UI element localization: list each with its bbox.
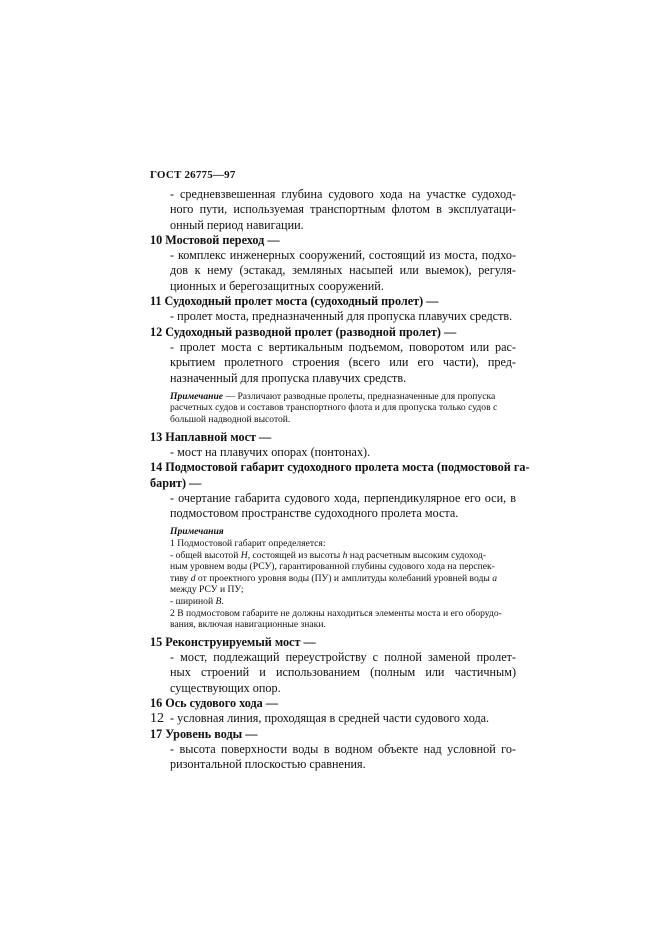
note-line [150, 391, 516, 403]
definition-line: - очертание габарита судового хода, перпендикулярное его оси, в [170, 490, 516, 505]
term-heading-17: 17 Уровень воды — [150, 726, 258, 741]
note-text: — Различают разводные пролеты, предназначенные для пропуска [223, 390, 496, 402]
term-heading-15: 15 Реконструируемый мост — [150, 634, 316, 649]
term-heading-12: 12 Судоходный разводной пролет (разводной пролет) — [150, 324, 457, 339]
term-heading-13: 13 Наплавной мост — [150, 429, 272, 444]
definition-line: крытием пролетного строения (всего или его части), пред- [170, 355, 516, 370]
definition-line: - пролет моста с вертикальным подъемом, поворотом или рас- [170, 339, 516, 354]
notes-label: Примечания [170, 526, 224, 538]
term-heading-10: 10 Мостовой переход — [150, 232, 280, 247]
note-line: расчетных судов и составов транспортного флота и для пропуска только судов с [170, 402, 498, 414]
note-line: 2 В подмостовом габарите не должны находиться элементы моста и его оборудо- [170, 607, 502, 619]
note-line: большой надводной высотой. [170, 414, 291, 426]
definition-line: дов к нему (эстакад, земляных насыпей или выемок), регуля- [170, 263, 516, 278]
term-heading-16: 16 Ось судового хода — [150, 695, 278, 710]
definition-line: онный период навигации. [170, 217, 304, 232]
term-heading-14-cont: барит) — [150, 475, 202, 490]
note-line: ным уровнем воды (РСУ), гарантированной глубины судового хода на перспек- [170, 561, 495, 573]
term-heading-14: 14 Подмостовой габарит судоходного пролета моста (подмостовой га- [150, 460, 530, 475]
note-line: - общей высотой H, состоящей из высоты h над расчетным высоким судоход- [170, 549, 486, 561]
definition-line: - высота поверхности воды в водном объекте над условной го- [170, 741, 516, 756]
definition-line: ризонтальной плоскостью сравнения. [170, 757, 366, 772]
note-line: 1 Подмостовой габарит определяется: [170, 538, 326, 550]
definition-line: - средневзвешенная глубина судового хода на участке судоход- [170, 187, 516, 201]
definition-line: ных строений и использованием (полным или частичным) [170, 665, 516, 680]
notes-heading [150, 526, 516, 538]
note-line: тиву d от проектного уровня воды (ПУ) и амплитуды колебаний уровней воды a [170, 572, 498, 584]
page-number: 12 [150, 711, 164, 726]
definition-line: - комплекс инженерных сооружений, состоящий из моста, подхо- [170, 248, 516, 263]
definition-line: существующих опор. [170, 680, 281, 695]
definition-line: ционных и берегозащитных сооружений. [170, 278, 384, 293]
definition-line: подмостовом пространстве судоходного пролета моста. [170, 506, 459, 521]
definition-line: назначенный для пропуска плавучих средств. [170, 370, 407, 385]
definition-line: ного пути, используемая транспортным флотом в эксплуатаци- [170, 202, 516, 217]
note-line: - шириной B. [170, 595, 224, 607]
note-line: вания, включая навигационные знаки. [170, 619, 326, 631]
definition-line: - пролет моста, предназначенный для пропуска плавучих средств. [170, 309, 513, 324]
definition-line: - мост на плавучих опорах (понтонах). [170, 444, 371, 459]
term-heading-11: 11 Судоходный пролет моста (судоходный пролет) — [150, 294, 439, 309]
definition-line: - условная линия, проходящая в средней части судового хода. [170, 711, 490, 726]
document-body [150, 187, 530, 772]
note-label: Примечание [170, 390, 224, 402]
document-header: ГОСТ 26775—97 [150, 169, 236, 181]
note-line: между РСУ и ПУ; [170, 584, 244, 596]
definition-line: - мост, подлежащий переустройству с полной заменой пролет- [170, 650, 516, 665]
